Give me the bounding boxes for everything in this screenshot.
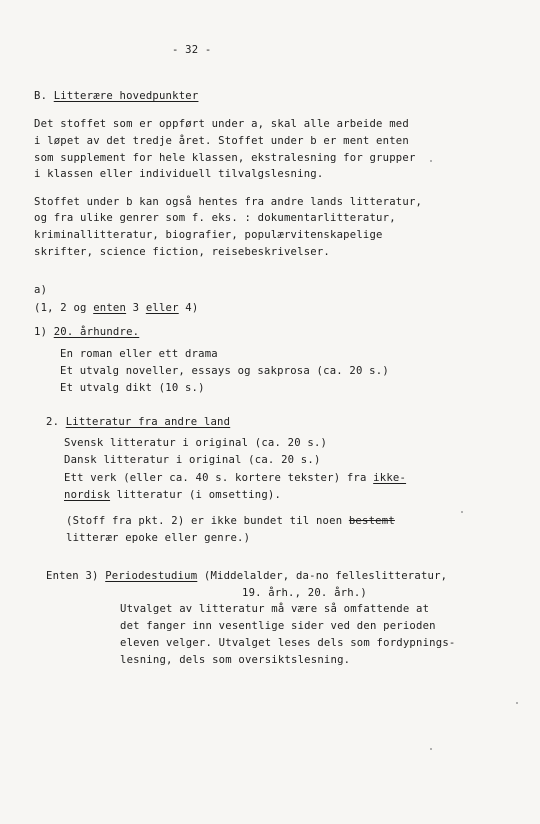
paper-speck — [516, 702, 518, 704]
choice-text: 4) — [178, 302, 199, 314]
item-line: En roman eller ett drama — [60, 348, 218, 360]
item-line: Et utvalg dikt (10 s.) — [60, 382, 205, 394]
text-line: i klassen eller individuell tilvalgslesning. — [34, 168, 324, 180]
item-note — [66, 515, 395, 527]
choice-note — [34, 302, 198, 314]
verk-underlined: nordisk — [64, 489, 111, 501]
item-line: det fanger inn vesentlige sider ved den perioden — [120, 620, 436, 632]
text-line: og fra ulike genrer som f. eks. : dokumentarlitteratur, — [34, 212, 396, 224]
item-line: lesning, dels som oversiktslesning. — [120, 654, 351, 666]
item-line: Svensk litteratur i original (ca. 20 s.) — [64, 437, 328, 449]
text-line: kriminallitteratur, biografier, populærvitenskapelige — [34, 229, 383, 241]
item-1-heading — [34, 326, 139, 338]
item-title: 20. århundre. — [53, 326, 140, 338]
item-line: eleven velger. Utvalget leses dels som fordypnings- — [120, 637, 456, 649]
verk-text: litteratur (i omsetting). — [110, 489, 282, 501]
item-title: Periodestudium — [105, 570, 198, 582]
text-line: skrifter, science fiction, reisebeskrivelser. — [34, 246, 331, 258]
item-3-heading — [46, 570, 447, 582]
section-title: Litterære hovedpunkter — [53, 90, 199, 102]
subsection-label: a) — [34, 284, 48, 296]
choice-enten: enten — [93, 302, 127, 314]
item-title-line: 19. årh., 20. årh.) — [242, 587, 367, 599]
choice-text: 3 — [126, 302, 146, 314]
item-line — [64, 489, 281, 501]
item-2-heading — [46, 416, 230, 428]
page-number: - 32 - — [172, 44, 212, 56]
section-letter: B. — [34, 90, 48, 102]
verk-underlined: ikke- — [373, 472, 407, 484]
item-number: 2. — [46, 416, 60, 428]
text-line: i løpet av det tredje året. Stoffet under b er ment enten — [34, 135, 409, 147]
paper-speck — [430, 748, 432, 750]
item-title-rest: (Middelalder, da-no felleslitteratur, — [197, 570, 448, 582]
section-heading — [34, 90, 198, 102]
item-note: litterær epoke eller genre.) — [66, 532, 251, 544]
choice-eller: eller — [145, 302, 179, 314]
paper-speck — [461, 511, 463, 513]
text-line: Stoffet under b kan også hentes fra andre lands litteratur, — [34, 196, 423, 208]
text-line: Det stoffet som er oppført under a, skal alle arbeide med — [34, 118, 409, 130]
verk-text: Ett verk (eller ca. 40 s. kortere tekster) fra — [64, 472, 374, 484]
item-line — [64, 472, 406, 484]
paper-speck — [430, 160, 432, 162]
text-line: som supplement for hele klassen, ekstralesning for grupper — [34, 152, 416, 164]
item-number: 1) — [34, 326, 48, 338]
note-text: (Stoff fra pkt. 2) er ikke bundet til noen — [66, 515, 349, 527]
item-title: Litteratur fra andre land — [65, 416, 231, 428]
choice-text: (1, 2 og — [34, 302, 94, 314]
item-line: Dansk litteratur i original (ca. 20 s.) — [64, 454, 321, 466]
item-line: Et utvalg noveller, essays og sakprosa (ca. 20 s.) — [60, 365, 389, 377]
item-line: Utvalget av litteratur må være så omfattende at — [120, 603, 430, 615]
struck-word: bestemt — [348, 515, 395, 527]
item-lead: Enten 3) — [46, 570, 99, 582]
